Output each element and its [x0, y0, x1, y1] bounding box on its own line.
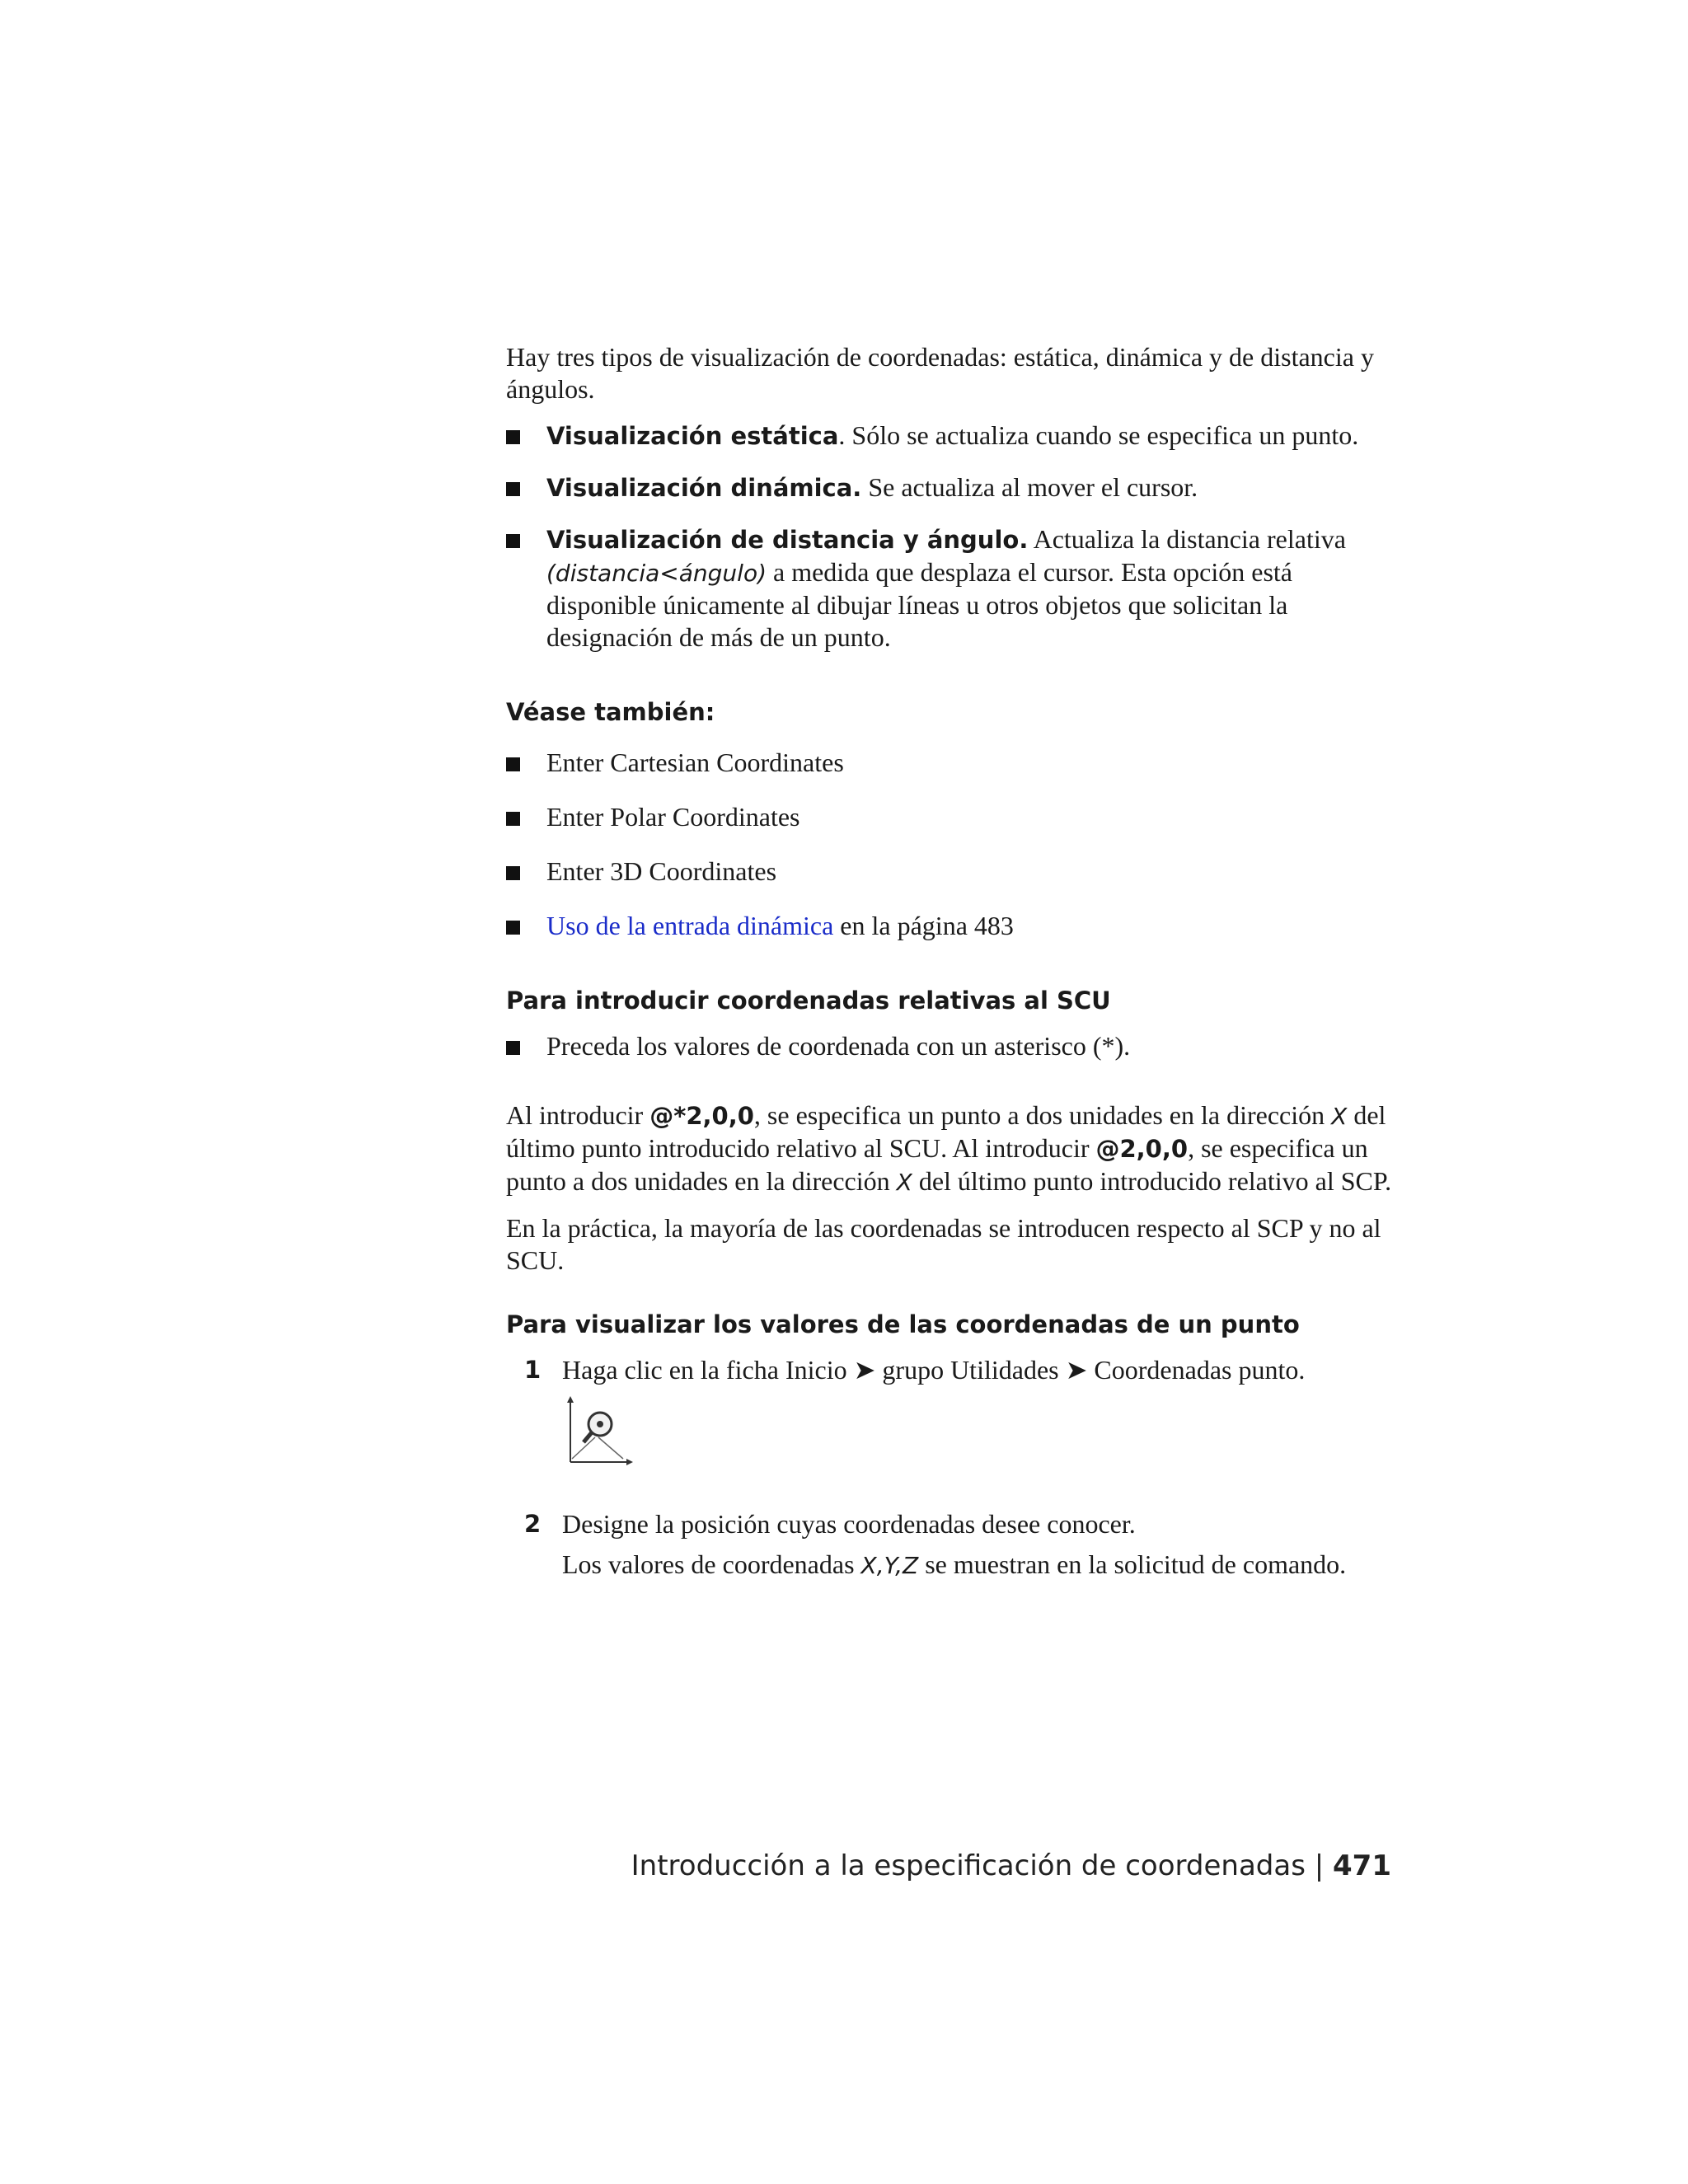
intro-paragraph: Hay tres tipos de visualización de coordenadas: estática, dinámica y de distancia y ángulos. — [506, 342, 1374, 404]
term-distance-text-a: Actualiza la distancia relativa — [1028, 524, 1346, 554]
text-run: , se especifica un punto a dos unidades en la dirección — [506, 1133, 1368, 1196]
list-item — [506, 910, 1396, 942]
term-dynamic-text: Se actualiza al mover el cursor. — [861, 472, 1198, 502]
text-run: se muestran en la solicitud de comando. — [918, 1549, 1347, 1579]
relative-explanation — [506, 1099, 1396, 1198]
term-distance-angle: Visualización de distancia y ángulo. — [546, 526, 1029, 554]
bullet-square-icon — [506, 866, 520, 880]
footer-separator: | — [1305, 1849, 1334, 1882]
axis-label: X — [896, 1169, 912, 1196]
bullet-square-icon — [506, 430, 520, 444]
display-section-heading: Para visualizar los valores de las coordenadas de un punto — [506, 1310, 1300, 1338]
see-also-item: Enter Cartesian Coordinates — [546, 748, 844, 777]
content-column — [506, 341, 1396, 1582]
text-run: Al introducir — [506, 1100, 650, 1130]
footer-title: Introducción a la especificación de coordenadas — [631, 1849, 1306, 1882]
dynamic-input-link[interactable]: Uso de la entrada dinámica — [546, 911, 834, 940]
step-text: Designe la posición cuyas coordenadas desee conocer. — [562, 1509, 1136, 1539]
step-result — [562, 1549, 1396, 1582]
term-static-text: . Sólo se actualiza cuando se especifica un punto. — [838, 420, 1359, 450]
text-run: del último punto introducido relativo al SCP. — [912, 1166, 1392, 1196]
step-number: 2 — [524, 1510, 542, 1538]
text-run: del último punto introducido relativo al SCU. Al introducir — [506, 1100, 1386, 1163]
page-number: 471 — [1333, 1849, 1391, 1882]
link-page-ref: en la página 483 — [833, 911, 1014, 940]
id-point-icon — [562, 1394, 636, 1469]
bullet-square-icon — [506, 812, 520, 826]
see-also-item: Enter Polar Coordinates — [546, 802, 800, 832]
practice-paragraph: En la práctica, la mayoría de las coordenadas se introducen respecto al SCP y no al SCU. — [506, 1213, 1381, 1275]
term-distance-italic: (distancia<ángulo) — [546, 560, 767, 587]
term-distance-text-b: a medida que desplaza el cursor. Esta opción está disponible únicamente al dibujar líneas u otros objetos que solicitan la designación de más de un punto. — [546, 557, 1292, 652]
list-item — [506, 1030, 1396, 1062]
term-static: Visualización estática — [546, 422, 839, 450]
step-text: Haga clic en la ficha Inicio ➤ grupo Utilidades ➤ Coordenadas punto. — [562, 1355, 1306, 1385]
see-also-heading: Véase también: — [506, 698, 715, 726]
see-also-list — [506, 747, 1396, 942]
step-1 — [506, 1354, 1396, 1474]
text-run: Los valores de coordenadas — [562, 1549, 861, 1579]
bullet-square-icon — [506, 482, 520, 496]
display-types-list — [506, 419, 1396, 654]
page-footer — [631, 1849, 1391, 1882]
term-dynamic: Visualización dinámica. — [546, 474, 862, 502]
step-number: 1 — [524, 1356, 542, 1384]
code-sample: @*2,0,0 — [649, 1102, 754, 1130]
relative-section-heading: Para introducir coordenadas relativas al SCU — [506, 987, 1111, 1015]
xyz-label: X,Y,Z — [860, 1552, 919, 1579]
list-item — [506, 855, 1396, 888]
see-also-item: Enter 3D Coordinates — [546, 856, 777, 886]
bullet-square-icon — [506, 1041, 520, 1055]
bullet-square-icon — [506, 534, 520, 548]
icon-row — [562, 1394, 1396, 1474]
list-item — [506, 523, 1396, 654]
relative-instruction: Preceda los valores de coordenada con un asterisco (*). — [546, 1031, 1131, 1061]
list-item — [506, 471, 1396, 504]
list-item — [506, 801, 1396, 833]
axis-label: X — [1331, 1103, 1348, 1130]
step-2 — [506, 1508, 1396, 1582]
bullet-square-icon — [506, 921, 520, 935]
bullet-square-icon — [506, 757, 520, 771]
text-run: , se especifica un punto a dos unidades en la dirección — [753, 1100, 1332, 1130]
list-item — [506, 419, 1396, 452]
list-item — [506, 747, 1396, 779]
code-sample: @2,0,0 — [1095, 1135, 1189, 1163]
